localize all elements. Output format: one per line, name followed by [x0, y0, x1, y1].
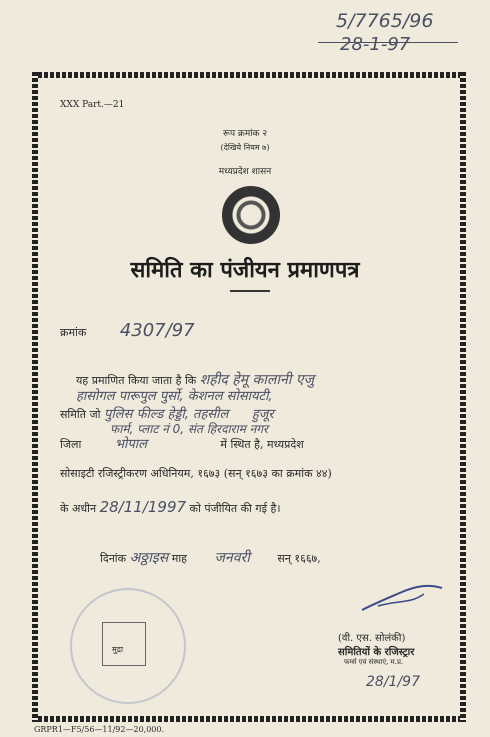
line3-suffix: में स्थित है, मध्यप्रदेश [220, 438, 304, 451]
number-line [60, 320, 195, 341]
month: जनवरी [214, 550, 250, 566]
date-line [100, 548, 321, 567]
date-label: दिनांक [100, 552, 127, 565]
border-right [460, 72, 466, 722]
registrar-designation: समितियों के रजिस्ट्रार [338, 647, 415, 658]
year: १६६७, [294, 552, 321, 565]
print-footer: GRPR1—F5/56—11/92—20,000. [34, 725, 165, 734]
authority: मध्यप्रदेश शासन [218, 167, 272, 177]
number-label: क्रमांक [60, 326, 87, 339]
body-line-5 [60, 498, 281, 516]
border-top [32, 72, 466, 78]
border-left [32, 72, 38, 722]
form-code: XXX Part.—21 [60, 100, 125, 110]
seal-label: मुद्रा [112, 645, 124, 654]
under-label: के अधीन [60, 502, 97, 515]
society-name-2: हासोगल पारूपुल पुर्सो, केशनल सोसायटी, [76, 389, 273, 404]
file-number: 5/7765/96 [336, 10, 434, 32]
certificate-title: समिति का पंजीयन प्रमाणपत्र [130, 257, 360, 283]
form-number: रूप क्रमांक २ [222, 129, 268, 139]
place: पुलिस फील्ड हेड्डी, तहसील [104, 407, 229, 422]
address: फार्म, प्लाट नं 0, संत हिरदाराम नगर [110, 422, 268, 436]
month-label: माह [171, 552, 188, 565]
border-bottom [32, 716, 466, 722]
sign-date: 28/1/97 [366, 674, 420, 690]
district: भोपाल [114, 437, 147, 452]
district-label: जिला [60, 438, 82, 451]
line1-prefix: यह प्रमाणित किया जाता है कि [76, 374, 197, 387]
seal-box [102, 622, 146, 666]
registrar-office: फर्म्स एवं संस्थाएं, म.प्र. [344, 658, 404, 666]
registration-date: 28/11/1997 [99, 498, 187, 516]
signature-scribble [358, 580, 448, 616]
tehsil: हुजूर [251, 407, 274, 422]
date-day: अठ्ठाइस [129, 550, 169, 566]
registration-suffix: को पंजीयित की गई है। [189, 502, 281, 515]
body-line-3 [60, 434, 304, 452]
file-date: 28-1-97 [340, 34, 411, 55]
year-label: सन् [277, 552, 291, 565]
line2-prefix: समिति जो [60, 408, 101, 421]
rule-reference: (देखिये नियम ७) [220, 143, 270, 152]
title-rule [230, 290, 270, 292]
act-text: सोसाइटी रजिस्ट्रीकरण अधिनियम, १६७३ (सन् १६७३ का क्रमांक ४४) [60, 467, 332, 480]
state-emblem-icon [222, 186, 280, 244]
registrar-name: (वी. एस. सोलंकी) [338, 633, 406, 644]
number-value: 4307/97 [119, 320, 195, 341]
society-name-1: शहीद हेमू कालानी एजु [199, 372, 314, 388]
